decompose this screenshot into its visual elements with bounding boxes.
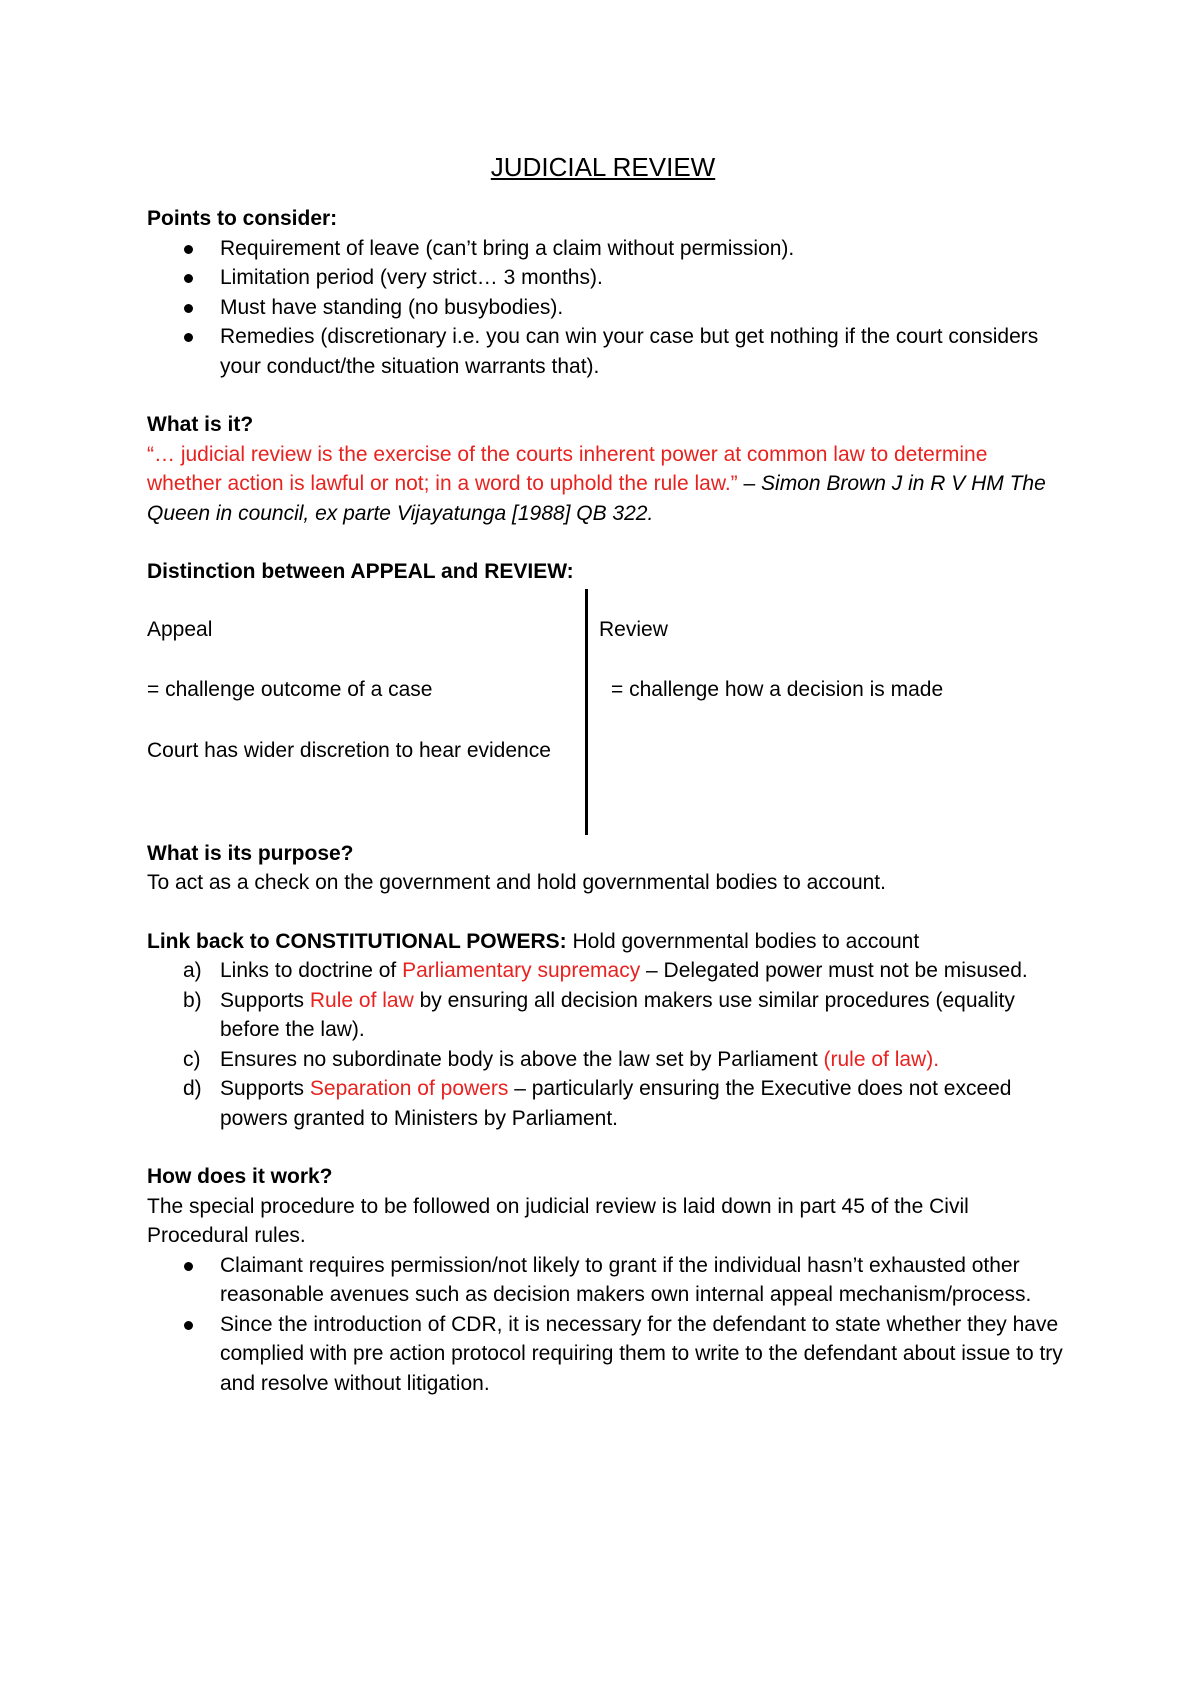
appeal-evidence: Court has wider discretion to hear evidence — [147, 738, 551, 762]
review-definition: = challenge how a decision is made — [611, 678, 944, 701]
bullet-icon — [184, 1321, 193, 1330]
list-item: Remedies (discretionary i.e. you can win your case but get nothing if the court considers your conduct/the situation warrants that). — [147, 322, 1067, 381]
appeal-review-comparison — [147, 589, 1067, 839]
what-is-it-heading: What is it? — [147, 413, 254, 436]
purpose-heading: What is its purpose? — [147, 841, 354, 865]
link-back-line — [147, 927, 1067, 957]
how-heading: How does it work? — [147, 1165, 333, 1188]
list-item: b) Supports Rule of law by ensuring all decision makers use similar procedures (equality before the law). — [183, 988, 1015, 1041]
review-column — [599, 615, 1059, 736]
bullet-icon — [184, 333, 193, 342]
quote-citation: Simon Brown J in R V HM The Queen in council, ex parte Vijayatunga [1988] QB 322. — [147, 472, 1046, 525]
list-item: Requirement of leave (can’t bring a claim without permission). — [147, 234, 1067, 264]
bullet-icon — [184, 1262, 193, 1271]
link-back-list — [147, 956, 1067, 1133]
appeal-definition: = challenge outcome of a case — [147, 678, 433, 701]
column-divider — [585, 589, 588, 835]
appeal-label: Appeal — [147, 617, 213, 641]
list-item: a) Links to doctrine of Parliamentary supremacy – Delegated power must not be misused. — [183, 959, 1028, 982]
bullet-icon — [184, 245, 193, 254]
list-item: Limitation period (very strict… 3 months). — [147, 263, 1067, 293]
points-list — [147, 234, 1067, 382]
quote-dash: – — [737, 472, 762, 495]
appeal-column — [147, 615, 577, 797]
definition-quote — [147, 440, 1067, 529]
list-item: c) Ensures no subordinate body is above the law set by Parliament (rule of law). — [183, 1047, 940, 1071]
link-back-heading: Link back to CONSTITUTIONAL POWERS: — [147, 929, 567, 953]
distinction-heading: Distinction between APPEAL and REVIEW: — [147, 560, 574, 583]
link-back-rest: Hold governmental bodies to account — [566, 929, 920, 953]
page-title: JUDICIAL REVIEW — [490, 152, 716, 182]
list-item: d) Supports Separation of powers – particularly ensuring the Executive does not exceed powers granted to Ministers by Parliament. — [183, 1077, 1012, 1130]
points-heading: Points to consider: — [147, 207, 338, 230]
list-item: Must have standing (no busybodies). — [147, 293, 1067, 323]
bullet-icon — [184, 274, 193, 283]
bullet-icon — [184, 304, 193, 313]
quote-text: “… judicial review is the exercise of the courts inherent power at common law to determine whether action is lawful or not; in a word to uphold the rule law.” — [147, 442, 988, 495]
document-page — [147, 150, 1067, 1398]
list-item: Since the introduction of CDR, it is necessary for the defendant to state whether they have complied with pre action protocol requiring them to write to the defendant about issue to try and resolve without litigation. — [147, 1310, 1067, 1399]
list-item: Claimant requires permission/not likely to grant if the individual hasn’t exhausted other reasonable avenues such as decision makers own internal appeal mechanism/process. — [147, 1251, 1067, 1310]
purpose-text: To act as a check on the government and hold governmental bodies to account. — [147, 871, 886, 894]
how-list — [147, 1251, 1067, 1399]
review-label: Review — [599, 617, 668, 641]
how-text: The special procedure to be followed on judicial review is laid down in part 45 of the Civil Procedural rules. — [147, 1194, 969, 1247]
